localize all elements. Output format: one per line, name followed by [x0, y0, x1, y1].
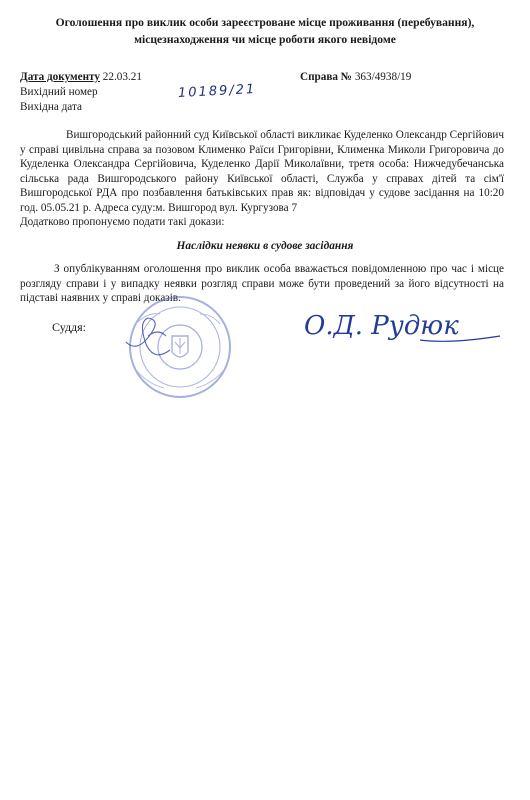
- outgoing-number-label: Вихідний номер: [20, 86, 98, 98]
- court-seal-stamp-icon: [108, 292, 248, 402]
- judge-signature-text: О.Д. Рудюк: [304, 311, 459, 341]
- case-reference: [300, 70, 411, 85]
- title-line-2: місцезнаходження чи місце роботи якого невідоме: [134, 33, 396, 46]
- summons-body: [20, 128, 504, 230]
- case-number-label: Справа №: [300, 71, 353, 83]
- evidence-line: Додатково пропонуємо подати такі докази:: [20, 216, 225, 228]
- document-date-value: 22.03.21: [102, 71, 142, 83]
- consequences-paragraph: З опублікуванням оголошення про виклик особа вважається повідомленною про час і місце розгляду справи і у випадку неявки розгляд справи може бути проведений за його відсутності на підставі наявних у справі доказів.: [20, 263, 504, 304]
- case-number-value: 363/4938/19: [354, 71, 412, 83]
- consequences-heading: Наслідки неявки в судове засідання: [176, 240, 354, 252]
- document-date-row: [20, 70, 142, 85]
- summons-paragraph: Вишгородський районний суд Київської області викликає Куделенко Олександр Сергійович у справі цивільна справа за позовом Клименко Раїси Григорівни, Клименка Миколи Григоровича до Куделенка Олександра Сергійовича, Куделенко Дарії Миколаївни, третя особа: Нижчедубечанська сільська рада Вишгородського району Київської області, Служба у справах дітей та сім'ї Вишгородської РДА про позбавлення батьківських прав як: відповідач у судове засідання на 10:20 год. 05.05.21 р. Адреса суду:м. Вишгород вул. Кургузова 7: [20, 129, 504, 214]
- handwritten-outgoing-number: 10189/21: [177, 81, 257, 102]
- document-meta: [20, 70, 142, 115]
- title-line-1: Оголошення про виклик особи зареєстроване місце проживання (перебування),: [55, 16, 475, 29]
- document-title: [30, 14, 500, 48]
- judge-signature-icon: [300, 300, 515, 350]
- outgoing-date-label: Вихідна дата: [20, 101, 82, 113]
- document-date-label: Дата документу: [20, 71, 100, 83]
- judge-label: Суддя:: [52, 320, 87, 334]
